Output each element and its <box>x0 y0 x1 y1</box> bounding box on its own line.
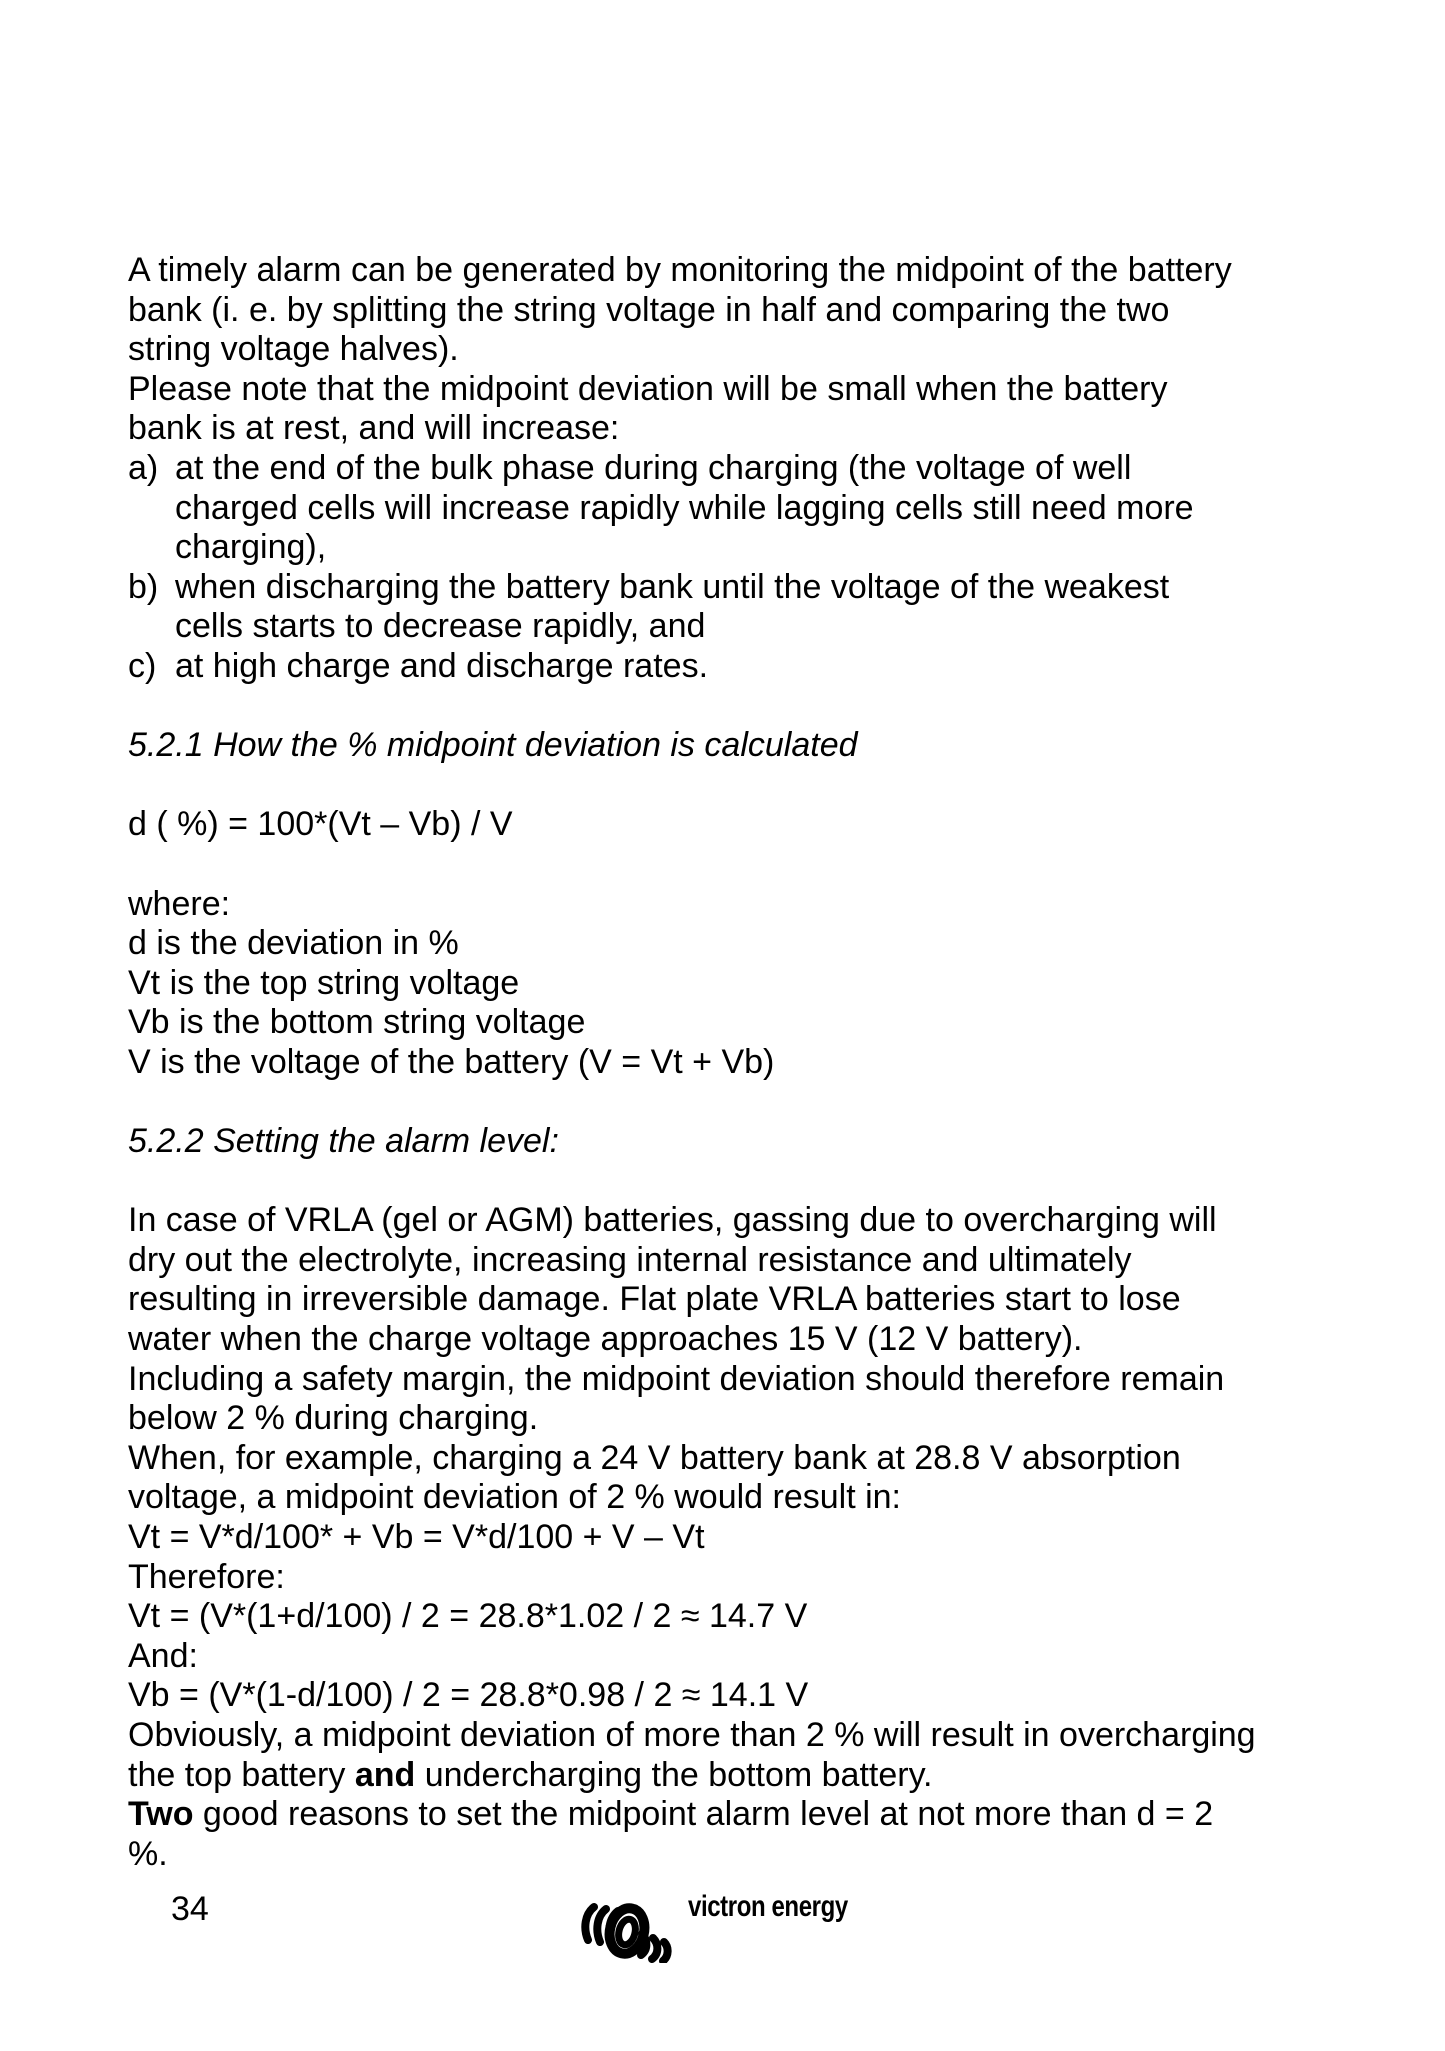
text-line: In case of VRLA (gel or AGM) batteries, gassing due to overcharging will <box>128 1201 1217 1240</box>
text-line: V is the voltage of the battery (V = Vt + Vb) <box>128 1042 775 1081</box>
text-line: Vb is the bottom string voltage <box>128 1003 586 1042</box>
document-body <box>128 251 1256 1874</box>
text-line: Vt = V*d/100* + Vb = V*d/100 + V – Vt <box>128 1518 705 1556</box>
text-line: Vb = (V*(1-d/100) / 2 = 28.8*0.98 / 2 ≈ 14.1 V <box>128 1676 809 1715</box>
text-line: where: <box>128 884 231 923</box>
text-line: resulting in irreversible damage. Flat plate VRLA batteries start to lose <box>128 1280 1181 1319</box>
text-line: %. <box>128 1834 168 1873</box>
text-line: And: <box>128 1636 198 1675</box>
brand-text: victron energy <box>688 1890 848 1923</box>
text-line: Vt is the top string voltage <box>128 963 520 1002</box>
text-line: bank is at rest, and will increase: <box>128 409 620 448</box>
section-heading: 5.2.1 How the % midpoint deviation is calculated <box>128 726 858 765</box>
text-line: string voltage halves). <box>128 330 459 369</box>
blank-line <box>128 1162 1256 1202</box>
text-line: dry out the electrolyte, increasing internal resistance and ultimately <box>128 1240 1132 1279</box>
text-line: Vt = (V*(1+d/100) / 2 = 28.8*1.02 / 2 ≈ 14.7 V <box>128 1597 808 1636</box>
text-line: Please note that the midpoint deviation will be small when the battery <box>128 369 1168 408</box>
list-label: c) <box>128 646 157 685</box>
text-line: below 2 % during charging. <box>128 1399 539 1438</box>
blank-line <box>128 687 1256 727</box>
blank-line <box>128 766 1256 806</box>
text-line: When, for example, charging a 24 V battery bank at 28.8 V absorption <box>128 1438 1181 1477</box>
text-line: Therefore: <box>128 1557 285 1596</box>
victron-logo-icon <box>580 1898 675 1963</box>
text-line: charged cells will increase rapidly while lagging cells still need more <box>175 488 1194 527</box>
text-line: Obviously, a midpoint deviation of more than 2 % will result in overcharging <box>128 1715 1256 1754</box>
text-line: d ( %) = 100*(Vt – Vb) / V <box>128 805 513 844</box>
list-label: a) <box>128 448 159 487</box>
text-line: b) when discharging the battery bank until the voltage of the weakest <box>128 567 1170 606</box>
text-line: voltage, a midpoint deviation of 2 % would result in: <box>128 1478 902 1517</box>
blank-line <box>128 1082 1256 1122</box>
text-line: a) at the end of the bulk phase during charging (the voltage of well <box>128 448 1132 487</box>
text-line: bank (i. e. by splitting the string voltage in half and comparing the two <box>128 290 1170 329</box>
text-line: A timely alarm can be generated by monitoring the midpoint of the battery <box>128 251 1232 289</box>
list-label: b) <box>128 567 159 606</box>
text-line: the top battery and undercharging the bottom battery. <box>128 1755 933 1794</box>
text-line: water when the charge voltage approaches 15 V (12 V battery). <box>128 1320 1083 1359</box>
text-line: Two good reasons to set the midpoint alarm level at not more than d = 2 <box>128 1795 1214 1834</box>
text-line: Including a safety margin, the midpoint deviation should therefore remain <box>128 1359 1225 1398</box>
section-heading: 5.2.2 Setting the alarm level: <box>128 1122 559 1161</box>
blank-line <box>128 845 1256 885</box>
page-number: 34 <box>171 1890 209 1928</box>
text-line: d is the deviation in % <box>128 924 459 963</box>
text-line: cells starts to decrease rapidly, and <box>175 607 706 646</box>
text-line: charging), <box>175 528 327 567</box>
text-line: c) at high charge and discharge rates. <box>128 646 709 685</box>
